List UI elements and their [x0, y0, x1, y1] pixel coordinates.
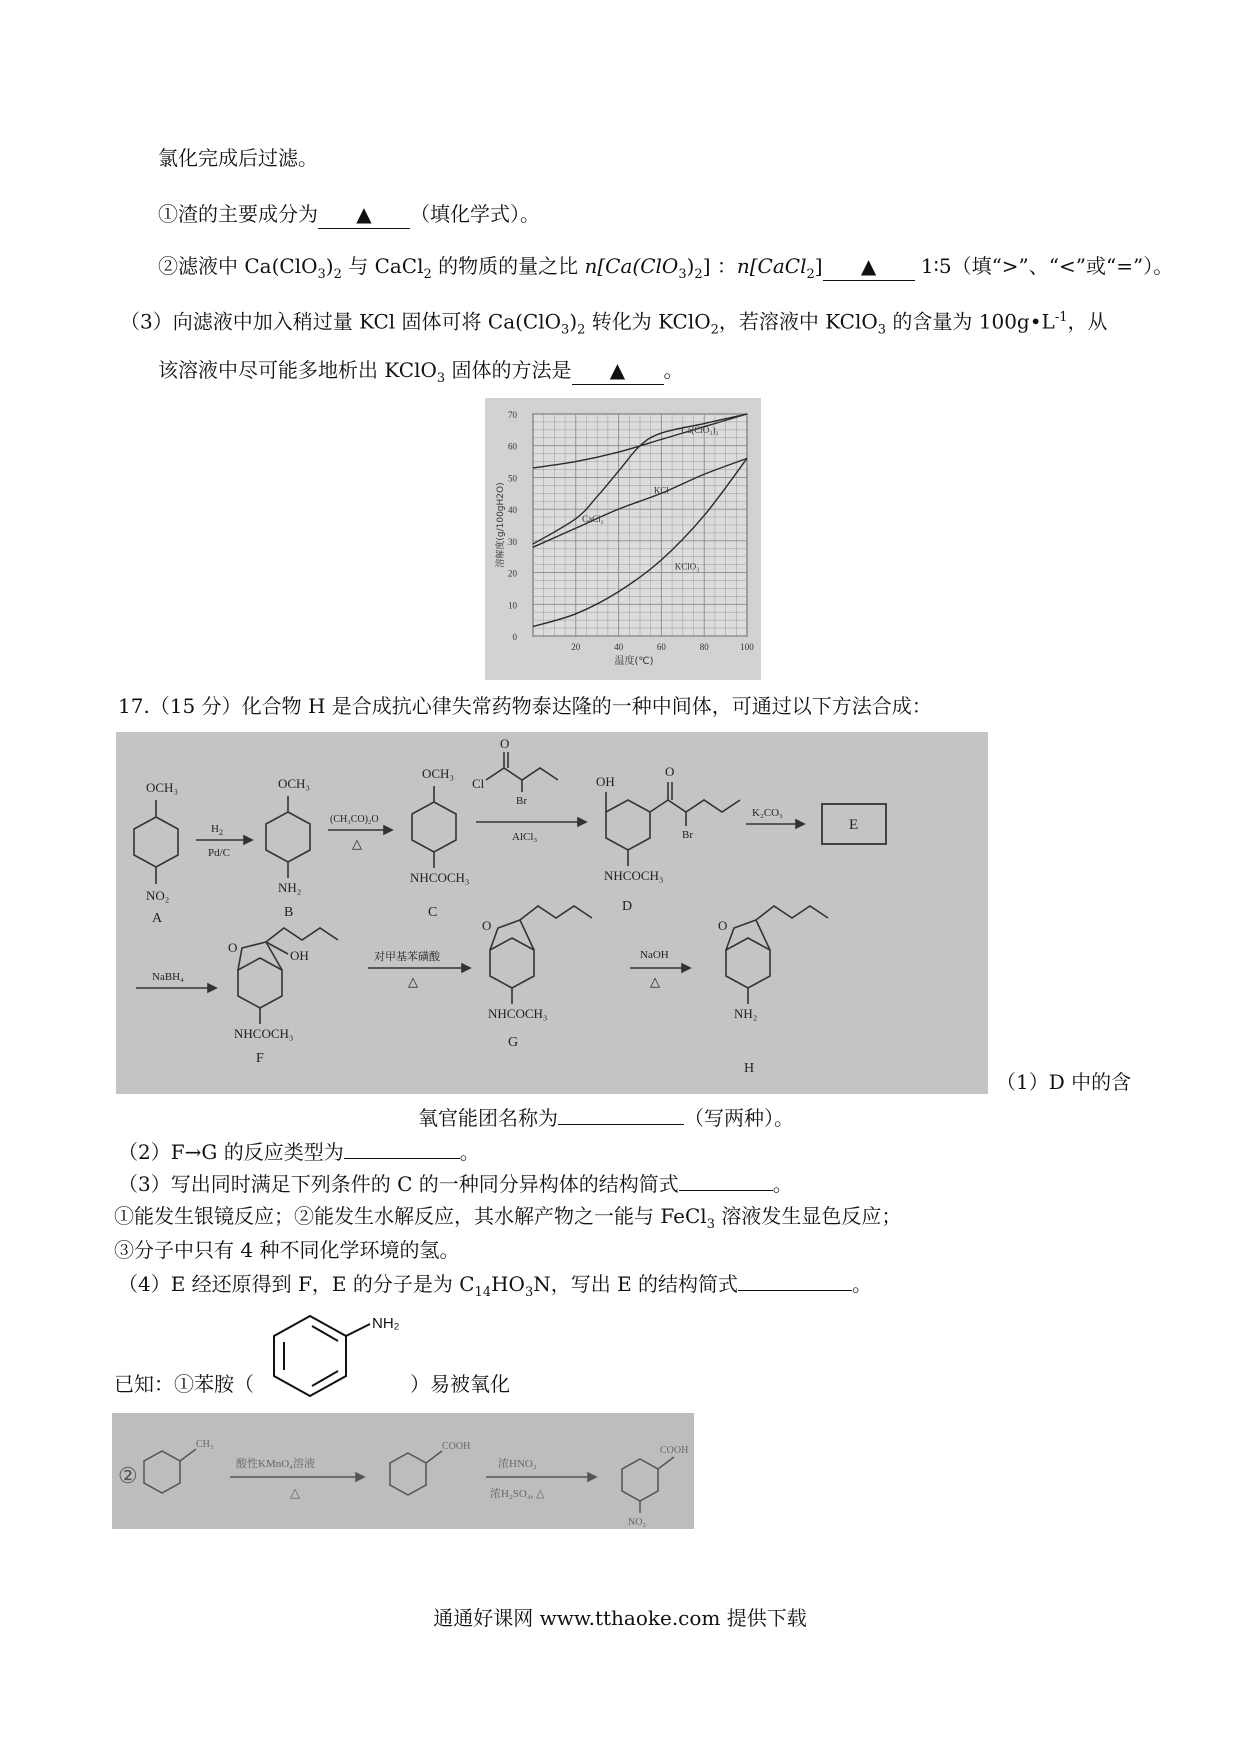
- q16-line-3: ②滤液中 $Ca(ClO_3)_2$ 与 CaCl$_2$ 的物质的量之比 $n[Ca(ClO_3)_2]$ ：n[CaCl$_2$] ▲ 1∶5（填“>”、“<”或“=”）。: [158, 254, 1174, 282]
- x-axis-label: 温度(℃): [614, 656, 654, 667]
- y-axis-label: 溶解度(g/100gH2O): [496, 482, 506, 568]
- page-footer: [0, 1602, 1240, 1631]
- compound-a: [134, 780, 178, 926]
- label-h: H: [744, 1061, 755, 1076]
- known2-cooh-2: COOH: [660, 1445, 689, 1456]
- compound-b: [266, 776, 310, 920]
- known-reaction-2: [112, 1413, 694, 1529]
- compound-d: [596, 764, 740, 914]
- label-b: B: [284, 905, 294, 920]
- answer-blank-residue[interactable]: ▲: [318, 200, 410, 229]
- y-tick-label: 60: [508, 441, 517, 452]
- y-tick-label: 20: [508, 568, 517, 579]
- known2-number: ②: [118, 1463, 138, 1488]
- x-tick-label: 40: [614, 642, 624, 652]
- label-c: C: [428, 905, 438, 920]
- heat-3: △: [650, 974, 660, 989]
- y-tick-label: 10: [508, 600, 517, 611]
- compound-c: [410, 766, 469, 920]
- label-a: A: [152, 911, 163, 926]
- c-och3-label: OCH₃: [422, 766, 454, 781]
- y-tick-label: 50: [508, 473, 517, 484]
- f-nhcoch3-label: NHCOCH₃: [234, 1026, 294, 1041]
- answer-blank-reaction-type[interactable]: [344, 1158, 460, 1159]
- q16-line-1: 氯化完成后过滤。: [158, 146, 318, 170]
- q17-header: 17.（15 分）化合物 H 是合成抗心律失常药物泰达隆的一种中间体，可通过以下方法合成：: [118, 694, 932, 718]
- answer-blank-ratio[interactable]: ▲: [823, 252, 915, 281]
- d-br-label: Br: [682, 829, 693, 841]
- compound-f: [228, 928, 338, 1066]
- d-nhcoch3-label: NHCOCH₃: [604, 868, 664, 883]
- d-o-label: O: [665, 764, 675, 779]
- q16-line-2: ①渣的主要成分为 ▲ （填化学式）。: [158, 200, 540, 229]
- reagent-naoh: NaOH: [640, 949, 669, 961]
- reagent-alcl3: AlCl₃: [512, 831, 538, 843]
- solubility-chart: [485, 398, 761, 680]
- a-no2-label: NO₂: [146, 888, 170, 903]
- answer-blank-method[interactable]: ▲: [572, 356, 664, 385]
- reagent-tsoh: 对甲基苯磺酸: [374, 951, 440, 963]
- label-d: D: [622, 899, 633, 914]
- y-tick-label: 40: [508, 505, 517, 516]
- answer-blank-isomer[interactable]: [679, 1190, 773, 1191]
- known2-no2: NO₂: [628, 1517, 646, 1528]
- footer-text: 通通好课网 www.tthaoke.com 提供下载: [433, 1606, 807, 1630]
- known-aniline: 已知：①苯胺（ ）易被氧化: [114, 1372, 510, 1396]
- q17-condition-1: ①能发生银镜反应；②能发生水解反应，其水解产物之一能与 FeCl$_3$ 溶液发生显色反应；: [114, 1204, 902, 1232]
- y-tick-label: 30: [508, 536, 517, 547]
- b-nh2-label: NH₂: [278, 880, 302, 895]
- reaction-scheme: [116, 732, 988, 1094]
- known2-reagent-3: 浓H₂SO₄, △: [490, 1488, 545, 1500]
- svg-text:△: △: [290, 1485, 300, 1500]
- a-och3-label: OCH₃: [146, 780, 178, 795]
- q17-sub1-start: （1）D 中的含: [996, 1070, 1132, 1094]
- known2-reagent-1: 酸性KMnO₄溶液: [236, 1458, 316, 1470]
- acyl-br-label: Br: [516, 795, 527, 807]
- y-tick-label: 0: [512, 632, 517, 642]
- c-nhcoch3-label: NHCOCH₃: [410, 870, 470, 885]
- q17-sub3: （3）写出同时满足下列条件的 C 的一种同分异构体的结构简式 。: [118, 1172, 793, 1196]
- aniline-nh2-label: NH₂: [372, 1315, 400, 1332]
- h-o-label: O: [718, 918, 728, 933]
- label-e: E: [849, 817, 859, 833]
- known2-reagent-2: 浓HNO₃: [498, 1458, 537, 1470]
- series-label-Ca(ClO3)2: Ca(ClO₃)₂: [681, 425, 719, 436]
- heat-2: △: [408, 974, 418, 989]
- q16-line-5: 该溶液中尽可能多地析出 KClO$_3$ 固体的方法是 ▲ 。: [158, 358, 684, 386]
- x-tick-label: 20: [571, 642, 581, 652]
- compound-h: [718, 906, 828, 1076]
- label-f: F: [256, 1051, 264, 1066]
- reagent-k2co3: K₂CO₃: [752, 807, 783, 819]
- reagent-pdc: Pd/C: [208, 847, 231, 859]
- known2-cooh-1: COOH: [442, 1441, 471, 1452]
- acyl-o-label: O: [500, 736, 510, 751]
- y-tick-label: 70: [508, 410, 517, 420]
- g-nhcoch3-label: NHCOCH₃: [488, 1006, 548, 1021]
- series-label-KClO3: KClO₃: [674, 561, 700, 572]
- h-nh2-label: NH₂: [734, 1006, 758, 1021]
- acyl-chloride-reagent: [472, 736, 558, 807]
- aniline-structure: [266, 1312, 426, 1408]
- b-och3-label: OCH₃: [278, 776, 310, 791]
- series-label-CaCl2: CaCl₂: [582, 513, 604, 524]
- x-tick-label: 100: [740, 642, 754, 652]
- q17-sub1: 氧官能团名称为 （写两种）。: [418, 1106, 794, 1130]
- reagent-nabh4: NaBH₄: [152, 971, 184, 983]
- q16-line-4: （3）向滤液中加入稍过量 KCl 固体可将 $Ca(ClO_3)_2$ 转化为 KClO$_2$，若溶液中 KClO$_3$ 的含量为 $100g•L^{-1}$，从: [120, 309, 1108, 338]
- f-oh-label: OH: [290, 948, 309, 963]
- d-oh-label: OH: [596, 774, 615, 789]
- reagent-h2: $H_2$: [211, 823, 223, 837]
- q17-condition-2: ③分子中只有 4 种不同化学环境的氢。: [114, 1238, 460, 1262]
- x-tick-label: 60: [656, 642, 666, 652]
- f-o-label: O: [228, 940, 238, 955]
- label-g: G: [508, 1035, 519, 1050]
- x-tick-label: 80: [699, 642, 709, 652]
- reagent-anhydride: (CH₃CO)₂O: [330, 814, 379, 825]
- acyl-cl-label: Cl: [472, 776, 485, 791]
- reaction-scheme-svg: [116, 732, 988, 1094]
- known2-ch3: CH₃: [196, 1439, 214, 1450]
- q17-sub4: （4）E 经还原得到 F，E 的分子是为 $C_{14}HO_3N$，写出 E 的结构简式 。: [118, 1272, 873, 1300]
- heat-1: △: [352, 836, 362, 851]
- answer-blank-e-structure[interactable]: [738, 1290, 852, 1291]
- q17-sub2: （2）F→G 的反应类型为 。: [118, 1140, 480, 1164]
- series-label-KCl: KCl: [653, 485, 669, 496]
- answer-blank-functional-groups[interactable]: [558, 1124, 684, 1125]
- g-o-label: O: [482, 918, 492, 933]
- solubility-chart-svg: [485, 398, 761, 680]
- compound-g: [482, 906, 592, 1050]
